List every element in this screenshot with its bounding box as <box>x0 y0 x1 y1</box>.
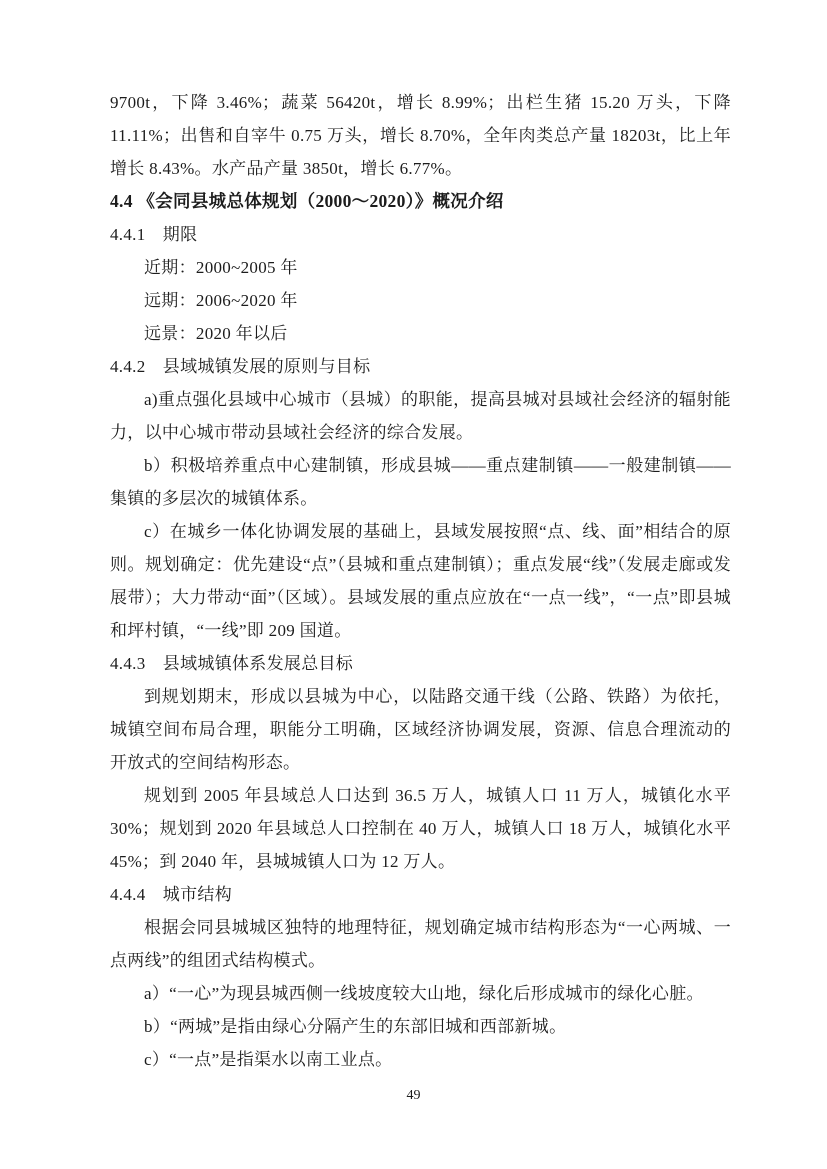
body-paragraph-population: 规划到 2005 年县域总人口达到 36.5 万人，城镇人口 11 万人，城镇化水平 30%；规划到 2020 年县域总人口控制在 40 万人，城镇人口 18 万人，城镇化水平 45%；到 2040 年，县城城镇人口为 12 万人。 <box>110 786 731 871</box>
term-line-near-term: 近期：2000~2005 年 <box>144 258 298 277</box>
subsection-heading-4-4-4: 4.4.4 城市结构 <box>110 885 232 904</box>
subsection-heading-4-4-2: 4.4.2 县域城镇发展的原则与目标 <box>110 357 371 376</box>
body-paragraph-structure: 根据会同县城城区独特的地理特征，规划确定城市结构形态为“一心两城、一点两线”的组团式结构模式。 <box>110 918 731 970</box>
term-line-far-term: 远期：2006~2020 年 <box>144 291 298 310</box>
body-paragraph-structure-c: c）“一点”是指渠水以南工业点。 <box>144 1050 393 1069</box>
subsection-heading-4-4-3: 4.4.3 县域城镇体系发展总目标 <box>110 654 354 673</box>
body-paragraph: 9700t，下降 3.46%；蔬菜 56420t，增长 8.99%；出栏生猪 15.20 万头，下降 11.11%；出售和自宰牛 0.75 万头，增长 8.70%，全年肉类总产量 18203t，比上年增长 8.43%。水产品产量 3850t，增长 6.77%。 <box>110 93 731 178</box>
body-paragraph-structure-b: b）“两城”是指由绿心分隔产生的东部旧城和西部新城。 <box>144 1017 567 1036</box>
section-heading-4-4: 4.4 《会同县城总体规划（2000～2020）》概况介绍 <box>110 191 504 211</box>
page-number: 49 <box>406 1088 421 1103</box>
body-paragraph-a: a)重点强化县域中心城市（县城）的职能，提高县城对县域社会经济的辐射能力，以中心城市带动县域社会经济的综合发展。 <box>110 390 731 442</box>
term-line-vision-term: 远景：2020 年以后 <box>144 324 288 343</box>
body-paragraph-b: b）积极培养重点中心建制镇，形成县城——重点建制镇——一般建制镇——集镇的多层次的城镇体系。 <box>110 456 731 508</box>
body-paragraph-structure-a: a）“一心”为现县城西侧一线坡度较大山地，绿化后形成城市的绿化心脏。 <box>144 984 704 1003</box>
body-paragraph-goal: 到规划期末，形成以县城为中心，以陆路交通干线（公路、铁路）为依托，城镇空间布局合理，职能分工明确，区域经济协调发展，资源、信息合理流动的开放式的空间结构形态。 <box>110 687 731 772</box>
subsection-heading-4-4-1: 4.4.1 期限 <box>110 225 198 244</box>
page-content <box>110 86 731 1076</box>
body-paragraph-c: c）在城乡一体化协调发展的基础上，县域发展按照“点、线、面”相结合的原则。规划确定：优先建设“点”（县城和重点建制镇）；重点发展“线”（发展走廊或发展带）；大力带动“面”（区域）。县域发展的重点应放在“一点一线”，“一点”即县城和坪村镇，“一线”即 209 国道。 <box>110 522 731 640</box>
